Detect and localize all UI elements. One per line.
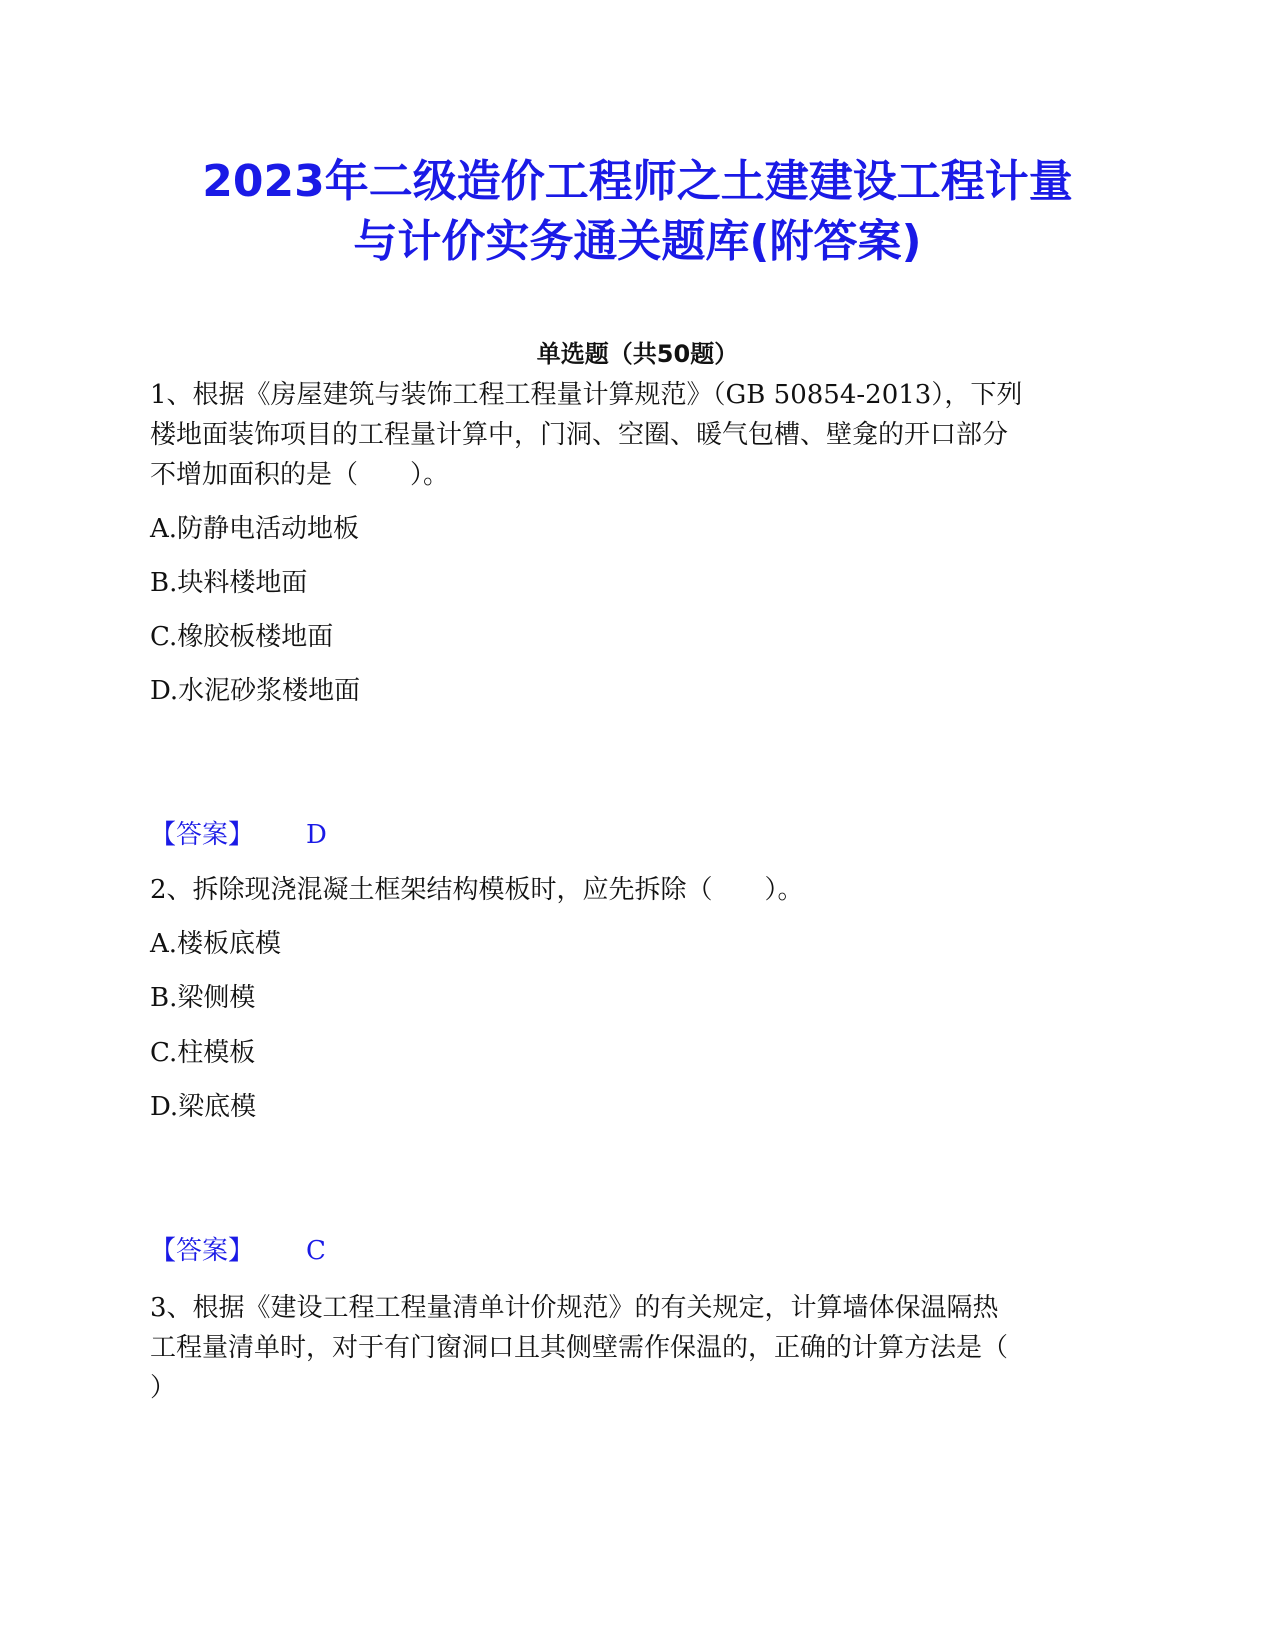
question-2-answer — [150, 1233, 326, 1269]
question-1-option-a: A.防静电活动地板 — [150, 514, 360, 544]
question-2-answer-value: C — [306, 1236, 326, 1266]
question-3-line-3: ） — [150, 1373, 177, 1403]
question-1-option-c: C.橡胶板楼地面 — [150, 622, 334, 652]
question-2-option-d: D.梁底模 — [150, 1092, 257, 1122]
document-title-line-2: 与计价实务通关题库(附答案) — [353, 216, 922, 267]
document-title-line-1: 2023年二级造价工程师之土建建设工程计量 — [202, 156, 1073, 207]
question-1-line-2: 楼地面装饰项目的工程量计算中，门洞、空圈、暖气包槽、壁龛的开口部分 — [150, 420, 1009, 450]
question-1-line-3: 不增加面积的是（ ）。 — [150, 460, 450, 490]
question-3-line-1: 3、根据《建设工程工程量清单计价规范》的有关规定，计算墙体保温隔热 — [150, 1293, 999, 1323]
question-2-line-1: 2、拆除现浇混凝土框架结构模板时，应先拆除（ ）。 — [150, 875, 804, 905]
question-2-option-a: A.楼板底模 — [150, 929, 282, 959]
question-2-option-b: B.梁侧模 — [150, 983, 256, 1013]
question-1-line-1: 1、根据《房屋建筑与装饰工程工程量计算规范》（GB 50854-2013），下列 — [150, 380, 1023, 410]
question-2-option-c: C.柱模板 — [150, 1038, 256, 1068]
section-heading: 单选题（共50题） — [536, 340, 739, 368]
question-1-answer-value: D — [306, 820, 327, 850]
question-1-option-d: D.水泥砂浆楼地面 — [150, 676, 361, 706]
question-3-line-2: 工程量清单时，对于有门窗洞口且其侧壁需作保温的，正确的计算方法是（ — [150, 1333, 1009, 1363]
answer-label: 【答案】 — [150, 820, 255, 850]
question-1-option-b: B.块料楼地面 — [150, 568, 308, 598]
answer-label: 【答案】 — [150, 1236, 255, 1266]
question-1-answer — [150, 817, 327, 853]
